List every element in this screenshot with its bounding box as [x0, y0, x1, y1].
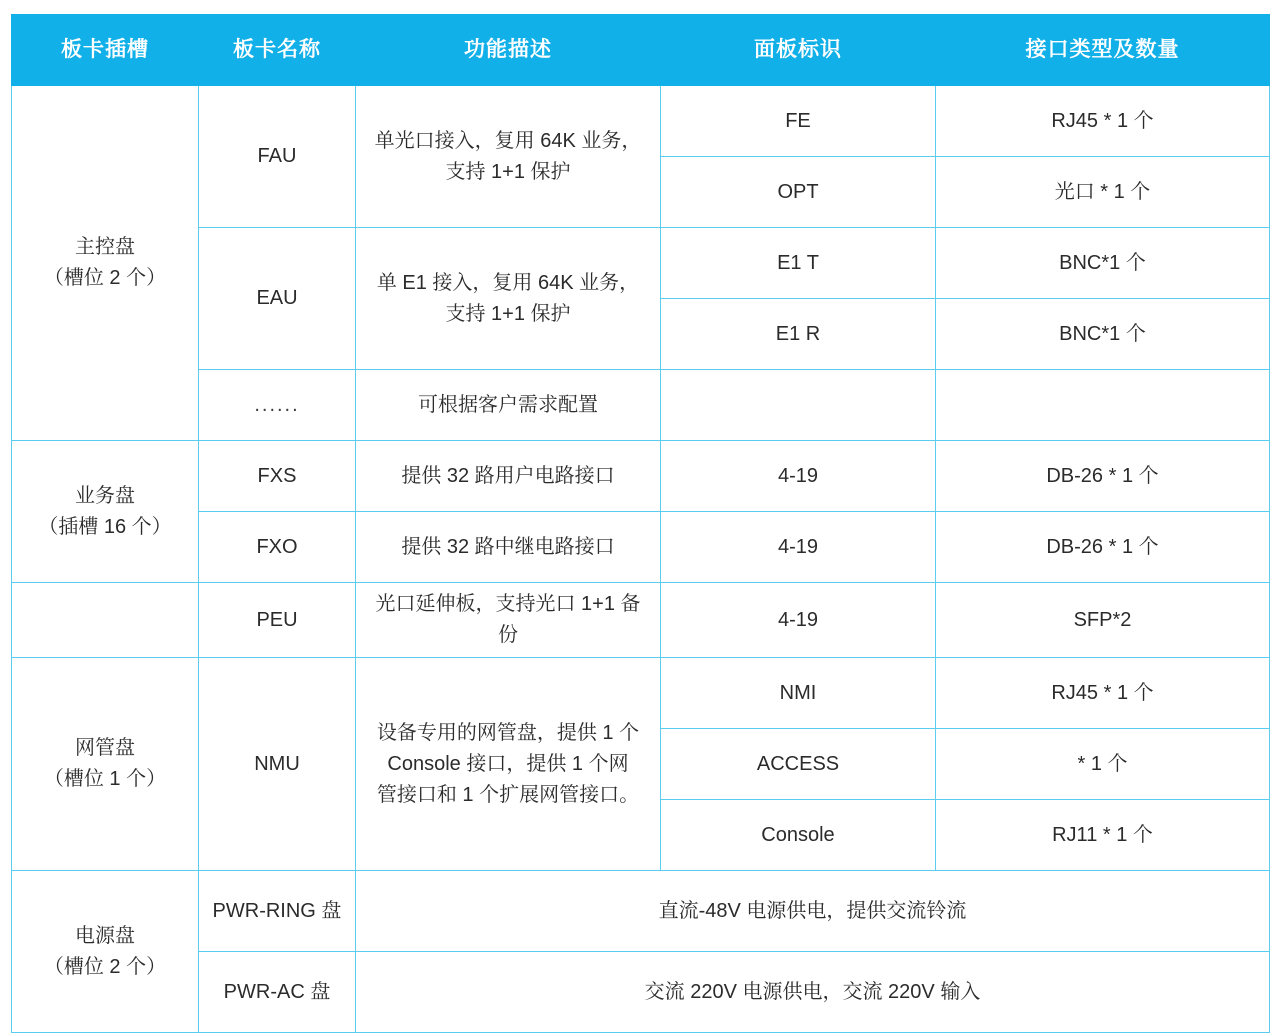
interface-type: BNC*1 个	[936, 299, 1270, 370]
interface-type: RJ45 * 1 个	[936, 658, 1270, 729]
interface-type: DB-26 * 1 个	[936, 512, 1270, 583]
board-name-pwr-ac: PWR-AC 盘	[199, 952, 356, 1033]
board-slot-table	[11, 14, 1270, 1033]
interface-type	[936, 370, 1270, 441]
panel-id	[661, 370, 936, 441]
panel-id: Console	[661, 800, 936, 871]
board-desc-fau: 单光口接入，复用 64K 业务， 支持 1+1 保护	[356, 86, 661, 228]
board-desc-fxs: 提供 32 路用户电路接口	[356, 441, 661, 512]
board-name-nmu: NMU	[199, 658, 356, 871]
panel-id: FE	[661, 86, 936, 157]
slot-group-empty	[12, 583, 199, 658]
board-name-other: ......	[199, 370, 356, 441]
board-name-peu: PEU	[199, 583, 356, 658]
table-row	[12, 952, 1270, 1033]
column-header-interface: 接口类型及数量	[936, 15, 1270, 86]
slot-group-service: 业务盘 （插槽 16 个）	[12, 441, 199, 583]
panel-id: 4-19	[661, 441, 936, 512]
panel-id: 4-19	[661, 583, 936, 658]
table-row	[12, 441, 1270, 512]
interface-type: RJ11 * 1 个	[936, 800, 1270, 871]
panel-id: ACCESS	[661, 729, 936, 800]
panel-id: OPT	[661, 157, 936, 228]
table-row	[12, 871, 1270, 952]
interface-type: RJ45 * 1 个	[936, 86, 1270, 157]
board-desc-eau: 单 E1 接入，复用 64K 业务， 支持 1+1 保护	[356, 228, 661, 370]
power-desc-pwr-ring: 直流-48V 电源供电，提供交流铃流	[356, 871, 1270, 952]
board-name-pwr-ring: PWR-RING 盘	[199, 871, 356, 952]
table-row	[12, 228, 1270, 299]
column-header-panel-id: 面板标识	[661, 15, 936, 86]
board-desc-nmu: 设备专用的网管盘，提供 1 个 Console 接口，提供 1 个网 管接口和 1 个扩展网管接口。	[356, 658, 661, 871]
power-desc-pwr-ac: 交流 220V 电源供电，交流 220V 输入	[356, 952, 1270, 1033]
slot-group-nm: 网管盘 （槽位 1 个）	[12, 658, 199, 871]
table-row	[12, 583, 1270, 658]
board-desc-other: 可根据客户需求配置	[356, 370, 661, 441]
panel-id: E1 R	[661, 299, 936, 370]
panel-id: 4-19	[661, 512, 936, 583]
interface-type: SFP*2	[936, 583, 1270, 658]
board-name-fxs: FXS	[199, 441, 356, 512]
board-name-eau: EAU	[199, 228, 356, 370]
slot-group-power: 电源盘 （槽位 2 个）	[12, 871, 199, 1033]
interface-type: DB-26 * 1 个	[936, 441, 1270, 512]
board-desc-peu: 光口延伸板，支持光口 1+1 备 份	[356, 583, 661, 658]
panel-id: E1 T	[661, 228, 936, 299]
table-row	[12, 658, 1270, 729]
table-header-row	[12, 15, 1270, 86]
table-row	[12, 370, 1270, 441]
board-name-fau: FAU	[199, 86, 356, 228]
table-row	[12, 86, 1270, 157]
slot-group-main-control: 主控盘 （槽位 2 个）	[12, 86, 199, 441]
table-row	[12, 512, 1270, 583]
interface-type: * 1 个	[936, 729, 1270, 800]
column-header-function: 功能描述	[356, 15, 661, 86]
panel-id: NMI	[661, 658, 936, 729]
interface-type: 光口 * 1 个	[936, 157, 1270, 228]
interface-type: BNC*1 个	[936, 228, 1270, 299]
column-header-slot: 板卡插槽	[12, 15, 199, 86]
board-desc-fxo: 提供 32 路中继电路接口	[356, 512, 661, 583]
column-header-board-name: 板卡名称	[199, 15, 356, 86]
board-name-fxo: FXO	[199, 512, 356, 583]
